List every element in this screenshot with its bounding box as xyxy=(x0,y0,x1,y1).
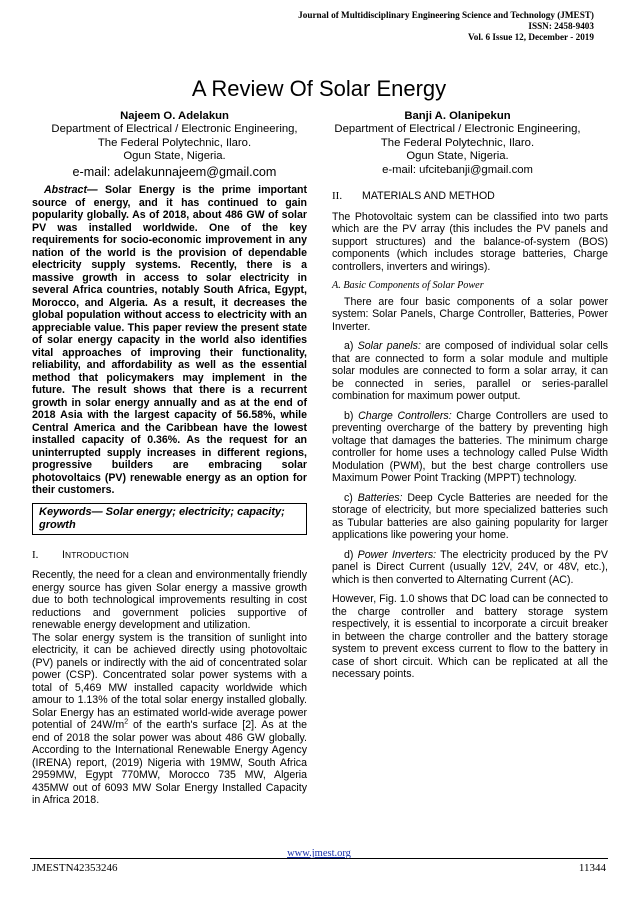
methods-paragraph-2: There are four basic components of a solar power system: Solar Panels, Charge Controller, Batteries, Power Inverter. xyxy=(332,295,608,333)
intro-text-part: of the earth's surface [2]. As at the end of 2018 the solar power was about 486 GW globally. According to the International Renewable Energy Agency (IRENA) report, (2019) Nigeria with 19MW, South Africa 2959MW, Egypt 770MW, Morocco 735 MW, Algeria 435MW out of 6093 MW Solar Energy Installed Capacity in Africa 2018. xyxy=(32,719,307,806)
list-text: Deep Cycle Batteries are needed for the storage of electricity, but more specialized batteries such as Tubular batteries are also gaining popularity for larger applications like powering your home. xyxy=(332,491,608,541)
author-location: Ogun State, Nigeria. xyxy=(123,150,226,163)
intro-paragraph-2 xyxy=(32,632,307,807)
superscript: 2 xyxy=(124,718,129,726)
author-block-2 xyxy=(325,110,590,177)
author-department: Department of Electrical / Electronic Engineering, xyxy=(51,123,298,136)
author-email: e-mail: ufcitebanji@gmail.com xyxy=(382,163,533,176)
journal-name: Journal of Multidisciplinary Engineering Science and Technology (JMEST) xyxy=(298,10,594,20)
section-heading-introduction xyxy=(32,549,307,563)
author-name: Banji A. Olanipekun xyxy=(404,110,511,122)
list-item-solar-panels xyxy=(332,340,608,403)
list-item-batteries xyxy=(332,492,608,542)
section-number: I. xyxy=(32,548,39,561)
paper-id: JMESTN42353246 xyxy=(32,862,118,874)
list-term: Power Inverters: xyxy=(357,548,437,561)
subsection-heading: A. Basic Components of Solar Power xyxy=(332,280,484,291)
list-label: a) xyxy=(344,340,358,352)
journal-issn: ISSN: 2458-9403 xyxy=(528,21,594,31)
methods-paragraph-3: However, Fig. 1.0 shows that DC load can be connected to the charge controller and battery storage system respectively, it is essential to incorporate a circuit breaker in between the charge controller and the battery storage system to prevent excess current to flow to the battery in case of short circuit. Which can be replicated at all the necessary points. xyxy=(332,593,608,680)
journal-url-link[interactable]: www.jmest.org xyxy=(287,848,351,859)
right-column xyxy=(332,184,608,681)
section-title: MATERIALS AND METHOD xyxy=(362,190,495,202)
list-text: Charge Controllers are used to preventing overcharge of the battery by preventing high voltage that damages the batteries. The minimum charge controller for home uses a technology called Pulse Width Modulation (PWM), but the best charge controllers use Maximum Power Point Tracking (MPPT) technology. xyxy=(332,409,608,484)
list-term: Solar panels: xyxy=(357,340,421,352)
author-institution: The Federal Polytechnic, Ilaro. xyxy=(380,136,535,149)
list-label: c) xyxy=(344,491,358,504)
abstract xyxy=(32,184,307,497)
section-title-rest: NTRODUCTION xyxy=(64,549,130,560)
methods-paragraph-1: The Photovoltaic system can be classified into two parts which are the PV array (this includes the PV panels and support structures) and the balance-of-system (BOS) components (which includes storage batteries, Charge controllers, inverters and wirings). xyxy=(332,210,608,273)
list-term: Batteries: xyxy=(357,491,403,504)
journal-header xyxy=(298,10,594,43)
list-item-charge-controllers xyxy=(332,410,608,485)
paper-title: A Review Of Solar Energy xyxy=(191,76,447,101)
list-term: Charge Controllers: xyxy=(358,409,452,422)
section-heading-methods xyxy=(332,190,608,203)
section-title-initial: I xyxy=(62,548,65,561)
author-location: Ogun State, Nigeria. xyxy=(406,150,509,163)
list-label: d) xyxy=(344,548,358,561)
intro-paragraph-1: Recently, the need for a clean and environmentally friendly energy source has given Solar energy a massive growth due to both technological improvements resulting in cost reductions and government policies supportive of renewable energy development and utilization. xyxy=(32,569,307,631)
author-department: Department of Electrical / Electronic Engineering, xyxy=(334,123,581,136)
list-text: The electricity produced by the PV panel is Direct Current (usually 12V, 24V, or 48V, etc.), which is then converted to Alternating Current (AC). xyxy=(332,548,608,586)
author-block-1 xyxy=(42,110,307,180)
page-number: 11344 xyxy=(578,862,606,874)
keywords-box: Keywords— Solar energy; electricity; capacity; growth xyxy=(32,503,307,535)
journal-volume: Vol. 6 Issue 12, December - 2019 xyxy=(467,32,594,42)
author-email: e-mail: adelakunnajeem@gmail.com xyxy=(72,164,277,179)
list-item-power-inverters xyxy=(332,549,608,587)
list-text: are composed of individual solar cells that are connected to form a solar module and multiple solar modules are connected to form a solar array, it can be connected in series, parallel or series-parallel combination for maximum power output. xyxy=(332,340,608,402)
abstract-label: Abstract— xyxy=(44,184,98,196)
left-column xyxy=(32,184,307,807)
abstract-text: Solar Energy is the prime important source of energy, and it has continued to gain popularity globally. As of 2018, about 486 GW of solar PV was installed worldwide. One of the key requirements for socio-economic improvement in any nation of the world is the provision of dependable electricity supply systems. Recently, there is a massive growth in access to solar electricity in several Africa countries, notably South Africa, Egypt, Morocco, and Algeria. As a result, it decreases the global population without access to electricity with an appreciable value. This paper review the present state of solar energy capacity in the world also identifies vital approaches of improving their functionality, reliability, and affordability as well as the essential method that policymakers may implement in the future. The result shows that there is a recurrent growth in solar energy annually and as at the end of 2018 Asia with the largest capacity of 56.58%, while Central America and the Caribbean have the lowest installed capacity of 0.36%. As the request for an uninterrupted supply increases in different regions, progressive builders are embracing solar photovoltaics (PV) renewable energy as an option for their customers. xyxy=(32,184,307,496)
author-name: Najeem O. Adelakun xyxy=(120,110,229,122)
author-institution: The Federal Polytechnic, Ilaro. xyxy=(97,136,252,149)
intro-text-part: The solar energy system is the transition of sunlight into electricity, it can be achieved directly using photovoltaic (PV) panels or indirectly with the aid of concentrated solar power (CSP). Concentrated solar power systems with a total of 5,469 MW installed capacity worldwide which amour to 1.13% of the total solar energy installed globally. Solar Energy has an estimated world-wide average power potential of 24W/m xyxy=(32,631,307,731)
list-label: b) xyxy=(344,409,359,422)
footer-divider xyxy=(30,858,608,859)
section-number: II. xyxy=(332,190,343,202)
